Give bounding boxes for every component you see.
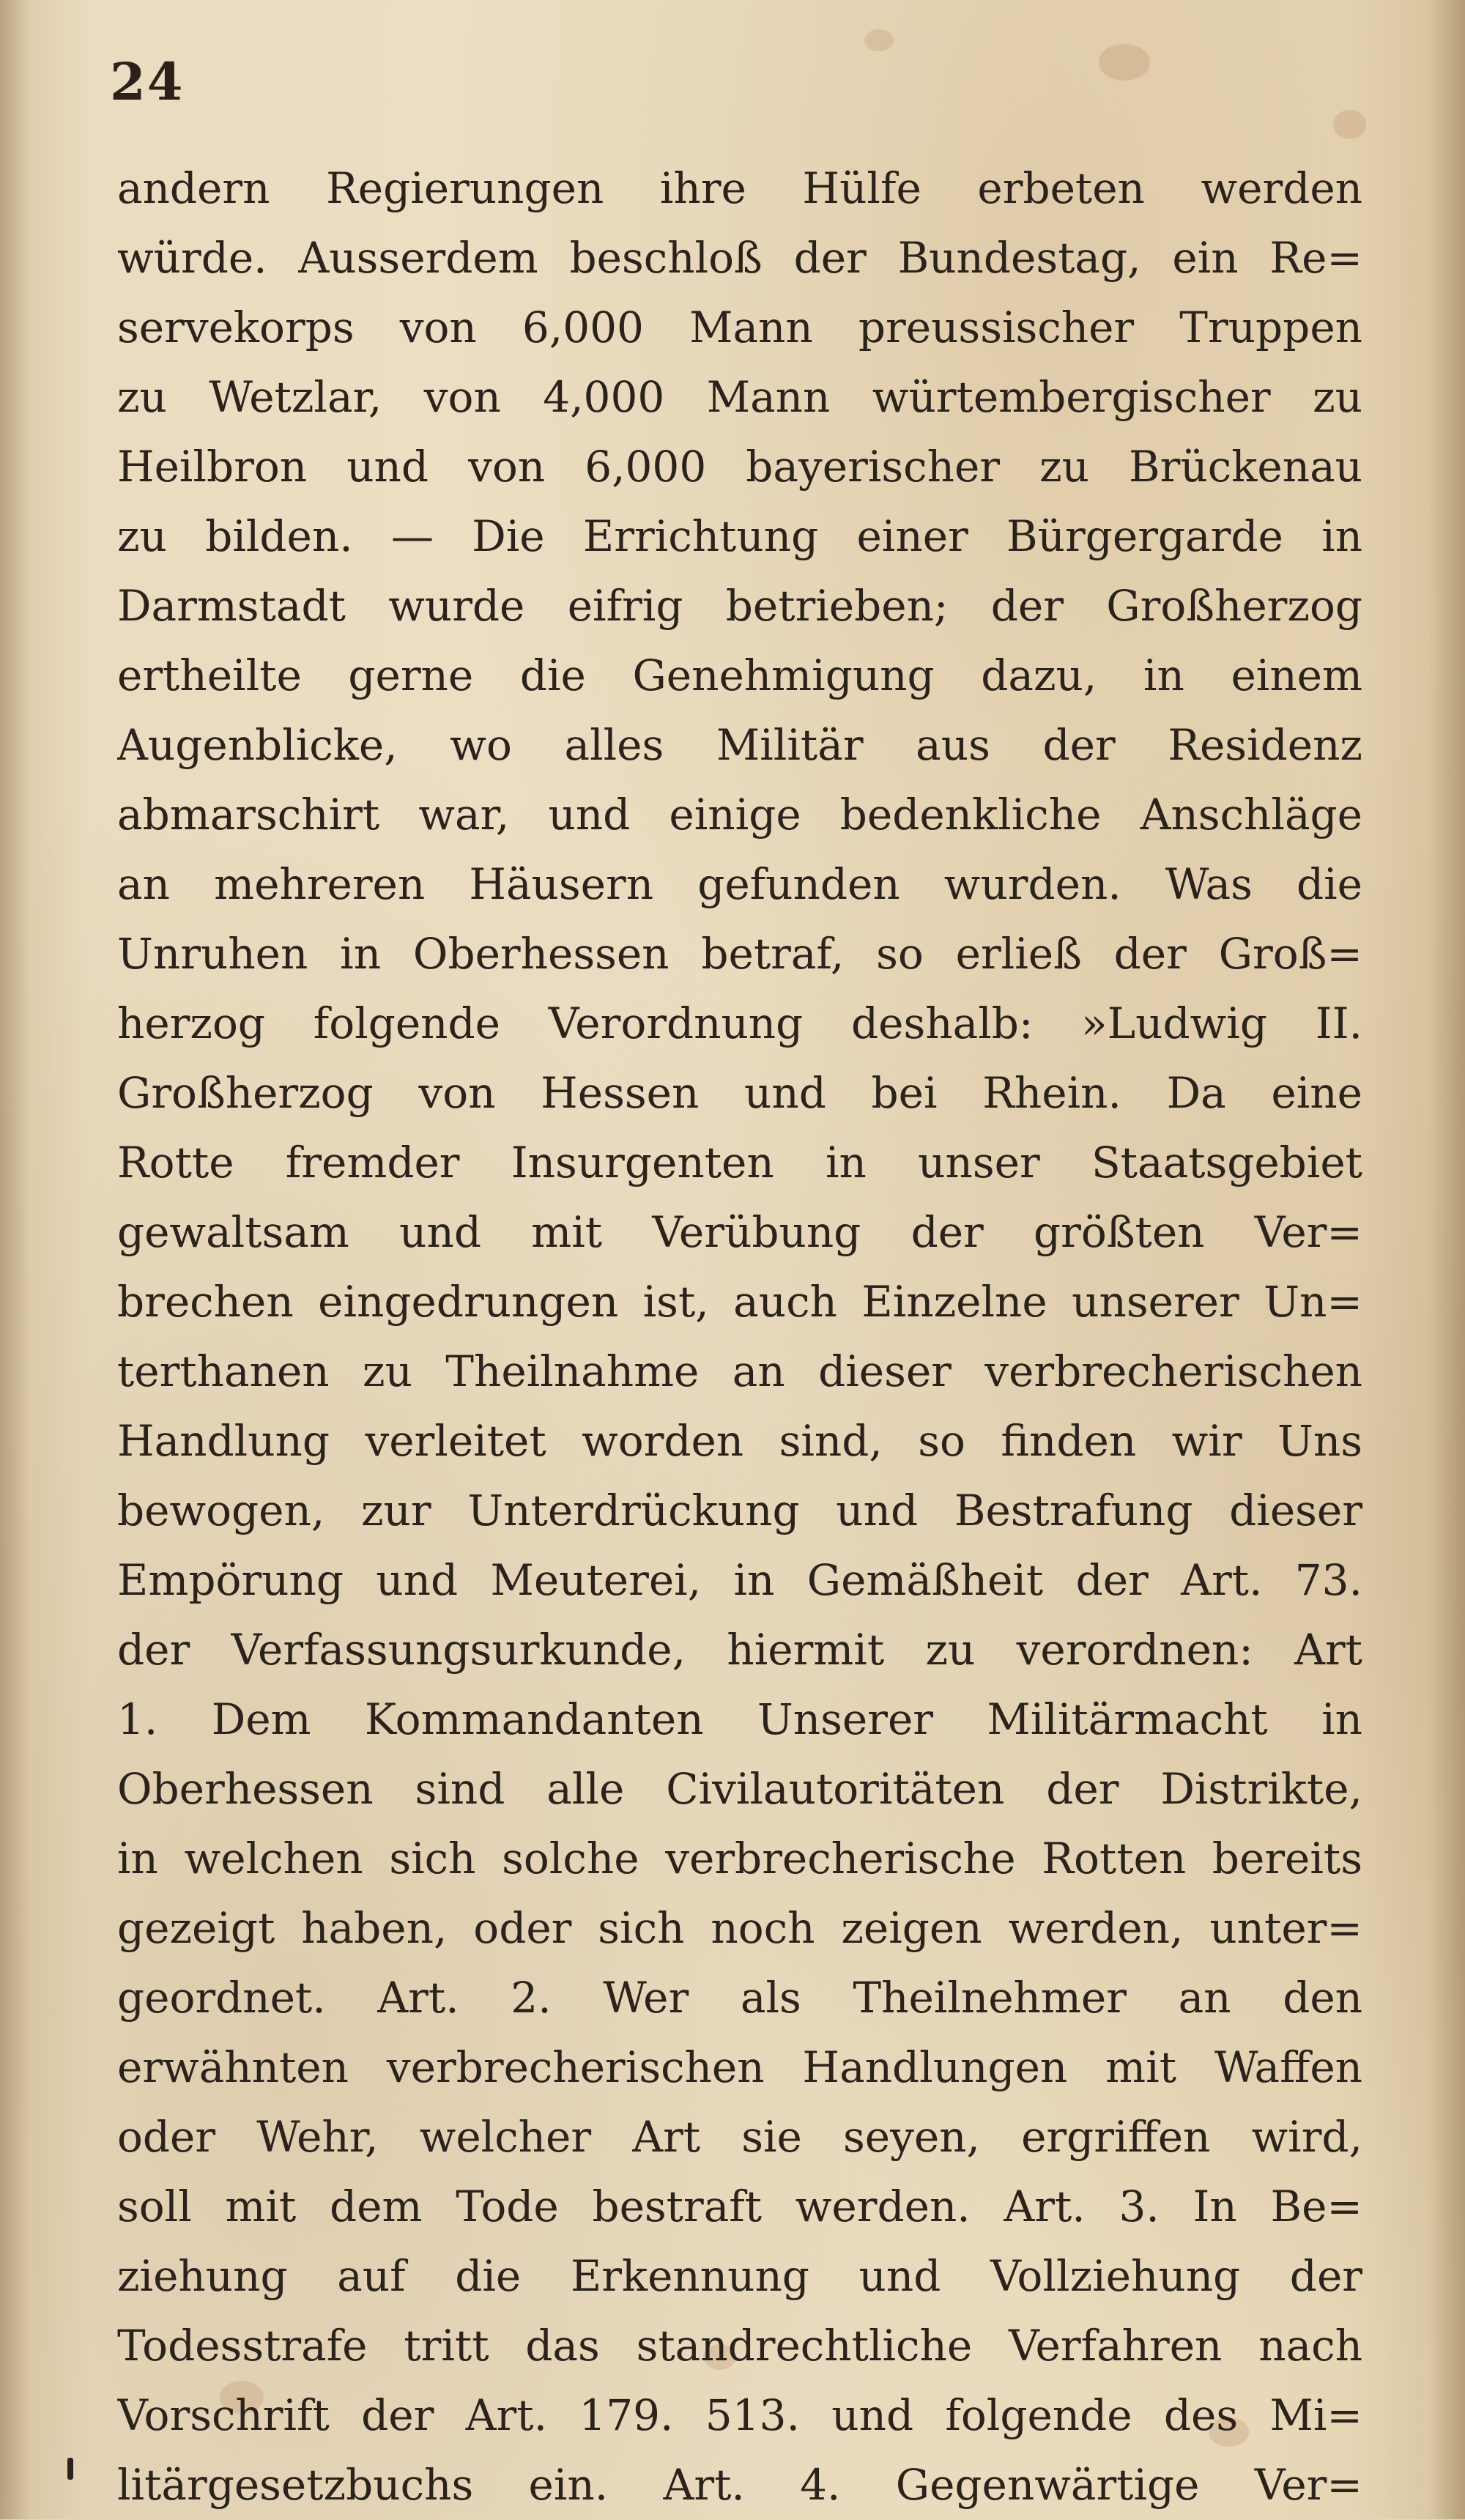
- text-line: oder Wehr, welcher Art sie seyen, ergriffen wird,: [117, 2112, 1362, 2162]
- text-line: Unruhen in Oberhessen betraf, so erließ der Groß=: [117, 929, 1362, 979]
- text-line: Oberhessen sind alle Civilautoritäten der Distrikte,: [117, 1764, 1362, 1814]
- page-number: 24: [110, 51, 185, 112]
- text-line: in welchen sich solche verbrecherische Rotten bereits: [117, 1834, 1362, 1883]
- text-line: gewaltsam und mit Verübung der größten Ver=: [117, 1207, 1362, 1257]
- body-text: [117, 154, 1362, 2520]
- page-gutter-shadow: [0, 0, 29, 2519]
- text-line: gezeigt haben, oder sich noch zeigen werden, unter=: [117, 1903, 1362, 1953]
- text-line: 1. Dem Kommandanten Unserer Militärmacht in: [117, 1694, 1362, 1744]
- text-line: geordnet. Art. 2. Wer als Theilnehmer an den: [117, 1973, 1362, 2023]
- text-line: bewogen, zur Unterdrückung und Bestrafung dieser: [117, 1486, 1362, 1535]
- printer-mark: [67, 2458, 73, 2480]
- page-edge-shadow: [1428, 0, 1465, 2519]
- text-line: würde. Ausserdem beschloß der Bundestag, ein Re=: [117, 233, 1362, 283]
- text-line: ziehung auf die Erkennung und Vollziehung der: [117, 2251, 1362, 2301]
- text-line: zu bilden. — Die Errichtung einer Bürgergarde in: [117, 511, 1362, 561]
- text-line: Vorschrift der Art. 179. 513. und folgende des Mi=: [117, 2390, 1362, 2440]
- text-line: soll mit dem Tode bestraft werden. Art. 3. In Be=: [117, 2182, 1362, 2231]
- text-line: Handlung verleitet worden sind, so finden wir Uns: [117, 1416, 1362, 1466]
- text-line: erwähnten verbrecherischen Handlungen mit Waffen: [117, 2042, 1362, 2092]
- foxing-stain: [1099, 44, 1150, 81]
- text-line: Rotte fremder Insurgenten in unser Staatsgebiet: [117, 1138, 1362, 1187]
- text-line: Todesstrafe tritt das standrechtliche Verfahren nach: [117, 2321, 1362, 2371]
- text-line: servekorps von 6,000 Mann preussischer Truppen: [117, 303, 1362, 352]
- text-line: abmarschirt war, und einige bedenkliche Anschläge: [117, 790, 1362, 840]
- text-line: ertheilte gerne die Genehmigung dazu, in einem: [117, 651, 1362, 700]
- text-line: andern Regierungen ihre Hülfe erbeten werden: [117, 163, 1362, 213]
- text-line: an mehreren Häusern gefunden wurden. Was die: [117, 859, 1362, 909]
- text-line: Empörung und Meuterei, in Gemäßheit der Art. 73.: [117, 1555, 1362, 1605]
- text-line: brechen eingedrungen ist, auch Einzelne unserer Un=: [117, 1277, 1362, 1327]
- text-line: Großherzog von Hessen und bei Rhein. Da eine: [117, 1068, 1362, 1118]
- text-line: der Verfassungsurkunde, hiermit zu verordnen: Art: [117, 1625, 1362, 1675]
- text-line: Augenblicke, wo alles Militär aus der Residenz: [117, 720, 1362, 770]
- foxing-stain: [864, 29, 894, 51]
- text-line: litärgesetzbuchs ein. Art. 4. Gegenwärtige Ver=: [117, 2460, 1362, 2510]
- text-line: Heilbron und von 6,000 bayerischer zu Brückenau: [117, 442, 1362, 492]
- text-line: terthanen zu Theilnahme an dieser verbrecherischen: [117, 1346, 1362, 1396]
- foxing-stain: [1333, 110, 1366, 139]
- text-line: Darmstadt wurde eifrig betrieben; der Großherzog: [117, 581, 1362, 631]
- text-line: herzog folgende Verordnung deshalb: »Ludwig II.: [117, 998, 1362, 1048]
- text-line: zu Wetzlar, von 4,000 Mann würtembergischer zu: [117, 372, 1362, 422]
